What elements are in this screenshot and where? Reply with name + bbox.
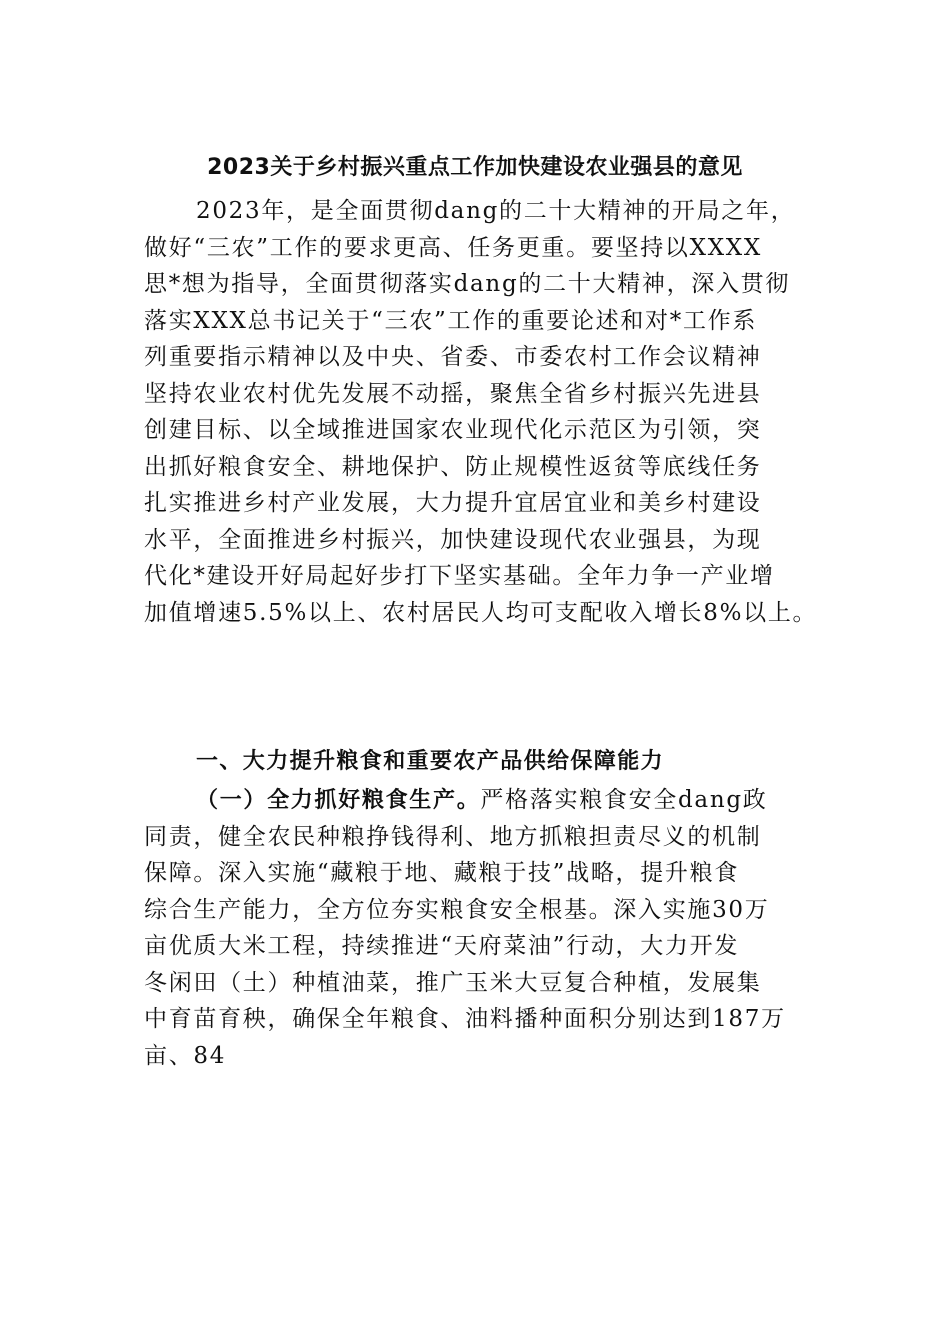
subsection-first-line: [144, 782, 809, 819]
subsection-paragraph: [144, 782, 809, 1074]
subsection-line: 同责，健全农民种粮挣钱得利、地方抓粮担责尽义的机制: [144, 823, 762, 850]
subsection-first-line-text: 严格落实粮食安全dang政: [480, 787, 768, 813]
intro-line: 思*想为指导，全面贯彻落实dang的二十大精神，深入贯彻: [144, 271, 791, 297]
document-title: 2023关于乡村振兴重点工作加快建设农业强县的意见: [207, 155, 743, 180]
intro-line: 扎实推进乡村产业发展，大力提升宜居宜业和美乡村建设: [144, 490, 762, 516]
intro-line: 水平，全面推进乡村振兴，加快建设现代农业强县，为现: [144, 526, 762, 553]
intro-line: 落实XXX总书记关于“三农”工作的重要论述和对*工作系: [144, 307, 758, 334]
subsection-heading: （一）全力抓好粮食生产。: [196, 788, 481, 813]
subsection-line: 综合生产能力，全方位夯实粮食安全根基。深入实施30万: [144, 896, 770, 923]
subsection-line: 中育苗育秧，确保全年粮食、油料播种面积分别达到187万: [144, 1006, 786, 1032]
subsection-line: 亩优质大米工程，持续推进“天府菜油”行动，大力开发: [144, 933, 740, 959]
intro-paragraph: [144, 193, 818, 631]
intro-line: 代化*建设开好局起好步打下坚实基础。全年力争一产业增: [144, 563, 775, 589]
intro-line: 列重要指示精神以及中央、省委、市委农村工作会议精神: [144, 344, 762, 370]
intro-line: 2023年，是全面贯彻dang的二十大精神的开局之年，: [196, 198, 796, 224]
subsection-line: 冬闲田（土）种植油菜，推广玉米大豆复合种植，发展集: [144, 969, 762, 996]
intro-line: 加值增速5.5%以上、农村居民人均可支配收入增长8%以上。: [144, 599, 818, 626]
section-heading: 一、大力提升粮食和重要农产品供给保障能力: [196, 749, 665, 774]
intro-line: 做好“三农”工作的要求更高、任务更重。要坚持以XXXX: [144, 234, 762, 261]
intro-line: 出抓好粮食安全、耕地保护、防止规模性返贫等底线任务: [144, 453, 762, 480]
intro-line: 创建目标、以全域推进国家农业现代化示范区为引领，突: [144, 417, 762, 443]
subsection-line: 保障。深入实施“藏粮于地、藏粮于技”战略，提升粮食: [144, 860, 740, 886]
subsection-line: 亩、84: [144, 1042, 227, 1069]
intro-line: 坚持农业农村优先发展不动摇，聚焦全省乡村振兴先进县: [144, 380, 762, 407]
